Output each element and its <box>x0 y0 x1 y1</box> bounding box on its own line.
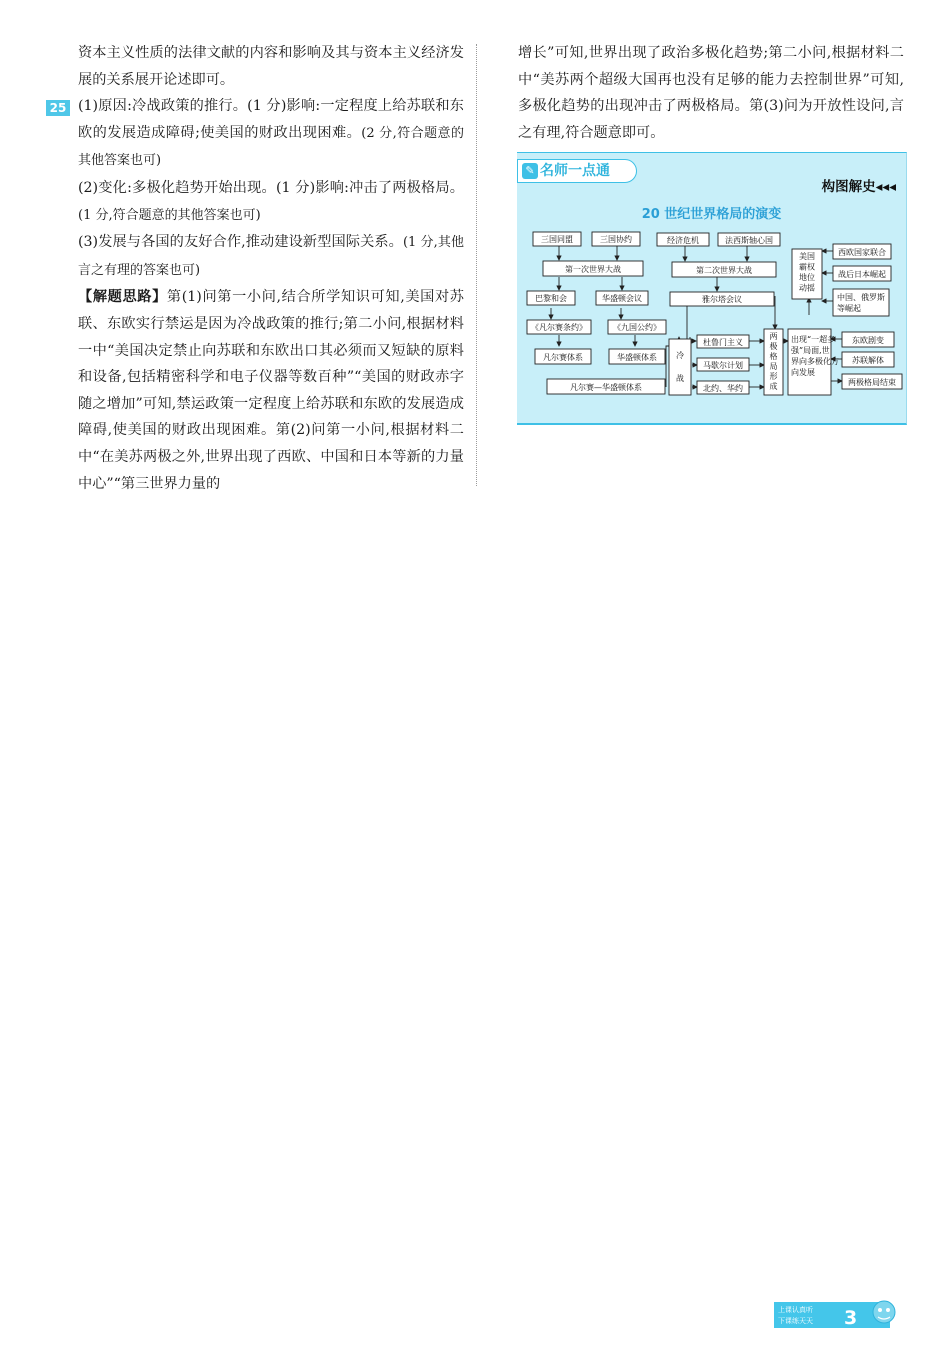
answer-2 <box>78 175 464 229</box>
node-fanerse-huashengdun-tixi: 凡尔赛—华盛顿体系 <box>570 383 642 392</box>
answer-3-note: (1 分,其他言之有理的答案也可) <box>78 235 464 278</box>
liangji-geju-char: 格 <box>769 352 778 361</box>
meiguo-baquan-line: 美国 <box>799 252 815 261</box>
question-number-badge: 25 <box>46 100 70 116</box>
answer-2-note: (1 分,符合题意的其他答案也可) <box>78 207 261 223</box>
chuxian-yichao-line: 出现“一超多 <box>791 335 836 344</box>
liangji-geju-char: 形 <box>769 372 778 381</box>
node-mashaoer: 马歇尔计划 <box>703 361 743 370</box>
node-zhanhou-riben: 战后日本崛起 <box>838 270 886 279</box>
meiguo-baquan-line: 地位 <box>799 273 815 282</box>
node-yaerta-huiyi: 雅尔塔会议 <box>702 295 742 304</box>
node-lengzhan-char-2: 战 <box>676 374 684 383</box>
node-sanguo-xieyue: 三国协约 <box>600 235 632 244</box>
world-pattern-diagram <box>517 153 906 423</box>
answer-3-text: (3)发展与各国的友好合作,推动建设新型国际关系。 <box>78 234 403 251</box>
node-ww1: 第一次世界大战 <box>565 265 621 274</box>
analysis-paragraph <box>78 284 464 497</box>
node-dongou-jubian: 东欧剧变 <box>852 336 884 345</box>
meiguo-baquan-line: 动摇 <box>799 283 815 293</box>
node-sulian-jieti: 苏联解体 <box>852 356 884 365</box>
liangji-geju-char: 局 <box>769 362 778 371</box>
node-jingji-weiji: 经济危机 <box>667 236 699 245</box>
node-huashengdun-huiyi: 华盛顿会议 <box>602 294 642 303</box>
book-icon: ✎ <box>522 163 538 179</box>
liangji-geju-char: 两 <box>769 332 778 341</box>
node-liangji-jieshu: 两极格局结束 <box>848 378 896 387</box>
node-faxisi-zhouxinguo: 法西斯轴心国 <box>725 236 773 245</box>
right-column <box>518 40 904 146</box>
chuxian-yichao-line: 强”局面,世 <box>791 346 830 355</box>
node-bali-hehui: 巴黎和会 <box>535 294 567 303</box>
teacher-tip-panel <box>517 152 907 425</box>
node-xiou-lianhe: 西欧国家联合 <box>838 248 886 257</box>
node-ww2: 第二次世界大战 <box>696 266 752 275</box>
chuxian-yichao-line: 向发展 <box>791 368 815 377</box>
node-dulumen: 杜鲁门主义 <box>703 338 743 347</box>
banner-title: 名师一点通 <box>540 163 610 179</box>
node-beiyue-huayue: 北约、华约 <box>703 384 743 393</box>
mascot-icon <box>873 1301 895 1323</box>
node-lengzhan-char-1: 冷 <box>676 351 684 360</box>
page-badge <box>772 1300 904 1330</box>
node-sanguo-tongmeng: 三国同盟 <box>541 235 573 244</box>
analysis-text: 第(1)问第一小问,结合所学知识可知,美国对苏联、东欧实行禁运是因为冷战政策的推行;第二小问,根据材料一中“美国决定禁止向苏联和东欧出口其必须而又短缺的原料和设备,包括精密科学和电子仪器等数百种”“美国的财政赤字随之增加”可知,禁运政策一定程度上给苏联和东欧的发展造成障碍,使美国的财政出现困难。第(2)问第一小问,根据材料二中“在美苏两极之外,世界出现了西欧、中国和日本等新的力量中心”“第三世界力量的 <box>78 289 464 492</box>
node-liangji-geju-xingcheng <box>770 332 778 391</box>
page-number: 3 <box>844 1307 858 1329</box>
node-jiuguo-gongyue: 《九国公约》 <box>613 323 661 332</box>
chuxian-yichao-line: 界向多极化方 <box>791 357 839 366</box>
left-column <box>78 40 464 497</box>
answer-1-text: (1)原因:冷战政策的推行。(1 分)影响:一定程度上给苏联和东欧的发展造成障碍;使美国的财政出现困难。 <box>78 98 464 141</box>
badge-line-1: 上课认真听 <box>778 1306 813 1314</box>
node-fanerse-tixi: 凡尔赛体系 <box>543 353 583 362</box>
answer-1-note: (2 分,符合题意的其他答案也可) <box>78 125 464 169</box>
column-divider <box>476 44 477 486</box>
zhongguo-eluosi-line: 中国、俄罗斯 <box>837 293 885 302</box>
liangji-geju-char: 成 <box>769 382 778 391</box>
answer-2-text: (2)变化:多极化趋势开始出现。(1 分)影响:冲击了两极格局。 <box>78 179 464 196</box>
node-fanerse-tiaoyue: 《凡尔赛条约》 <box>531 323 587 332</box>
diagram-title: 20 世纪世界格局的演变 <box>641 207 782 222</box>
liangji-geju-char: 极 <box>769 342 778 351</box>
badge-line-2: 下课练天天 <box>778 1317 813 1325</box>
node-box <box>669 339 691 395</box>
intro-paragraph: 资本主义性质的法律文献的内容和影响及其与资本主义经济发展的关系展开论述即可。 <box>78 45 464 88</box>
answer-1 <box>78 93 464 175</box>
node-huashengdun-tixi: 华盛顿体系 <box>617 353 657 362</box>
analysis-label: 【解题思路】 <box>78 289 167 306</box>
right-paragraph: 增长”可知,世界出现了政治多极化趋势;第二小问,根据材料二中“美苏两个超级大国再也没有足够的能力去控制世界”可知,多极化趋势的出现冲击了两极格局。第(3)问为开放性设问,言之有理,符合题意即可。 <box>518 45 904 141</box>
section-label: 构图解史◂◂◂ <box>821 179 896 195</box>
zhongguo-eluosi-line: 等崛起 <box>837 304 861 313</box>
answer-3 <box>78 229 464 284</box>
meiguo-baquan-line: 霸权 <box>799 262 815 272</box>
